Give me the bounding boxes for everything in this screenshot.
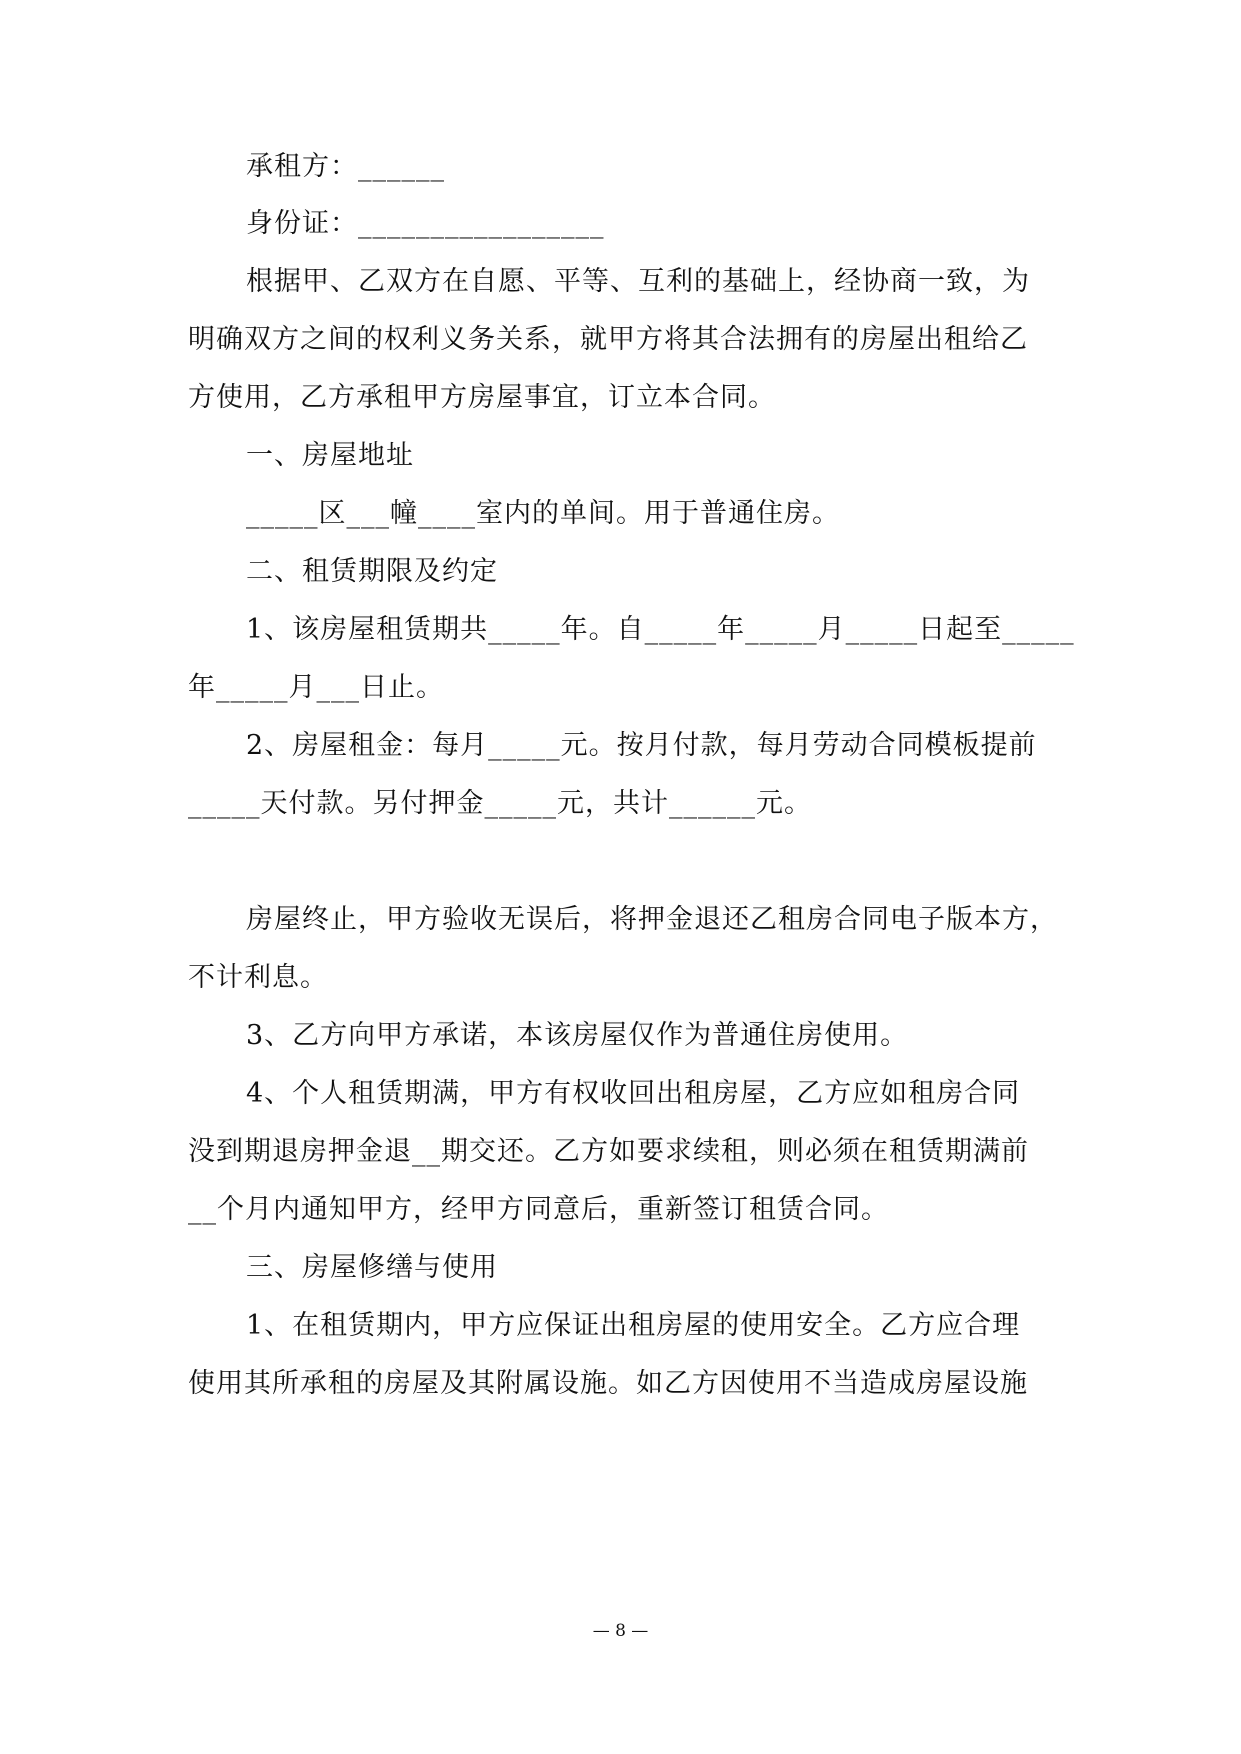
section-heading: 一、房屋地址 xyxy=(246,440,414,471)
page-number: — 8 — xyxy=(592,1621,649,1641)
paragraph-line: 不计利息。 xyxy=(188,962,328,993)
paragraph-line: _____天付款。另付押金_____元，共计______元。 xyxy=(188,788,812,819)
id-card-line: 身份证：_________________ xyxy=(246,208,605,239)
paragraph-line: 1、在租赁期内，甲方应保证出租房屋的使用安全。乙方应合理 xyxy=(246,1310,1021,1341)
paragraph-line: 没到期退房押金退__期交还。乙方如要求续租，则必须在租赁期满前 xyxy=(188,1136,1029,1167)
paragraph-line: 根据甲、乙双方在自愿、平等、互利的基础上，经协商一致，为 xyxy=(246,266,1030,297)
paragraph-line: _____区___幢____室内的单间。用于普通住房。 xyxy=(246,498,840,529)
tenant-line: 承租方：______ xyxy=(246,151,445,182)
paragraph-line: __个月内通知甲方，经甲方同意后，重新签订租赁合同。 xyxy=(188,1194,889,1225)
paragraph-line: 年_____月___日止。 xyxy=(188,672,444,703)
section-heading: 三、房屋修缮与使用 xyxy=(246,1252,498,1283)
paragraph-line: 3、乙方向甲方承诺，本该房屋仅作为普通住房使用。 xyxy=(246,1020,909,1051)
section-heading: 二、租赁期限及约定 xyxy=(246,556,498,587)
paragraph-line: 方使用，乙方承租甲方房屋事宜，订立本合同。 xyxy=(188,382,776,413)
paragraph-line: 2、房屋租金：每月_____元。按月付款，每月劳动合同模板提前 xyxy=(246,730,1037,761)
paragraph-line: 明确双方之间的权利义务关系，就甲方将其合法拥有的房屋出租给乙 xyxy=(188,324,1028,355)
paragraph-line: 使用其所承租的房屋及其附属设施。如乙方因使用不当造成房屋设施 xyxy=(188,1368,1028,1399)
paragraph-line: 1、该房屋租赁期共_____年。自_____年_____月_____日起至_____ xyxy=(246,614,1075,645)
paragraph-line: 4、个人租赁期满，甲方有权收回出租房屋，乙方应如租房合同 xyxy=(246,1078,1021,1109)
paragraph-line: 房屋终止，甲方验收无误后，将押金退还乙租房合同电子版本方， xyxy=(246,904,1058,935)
